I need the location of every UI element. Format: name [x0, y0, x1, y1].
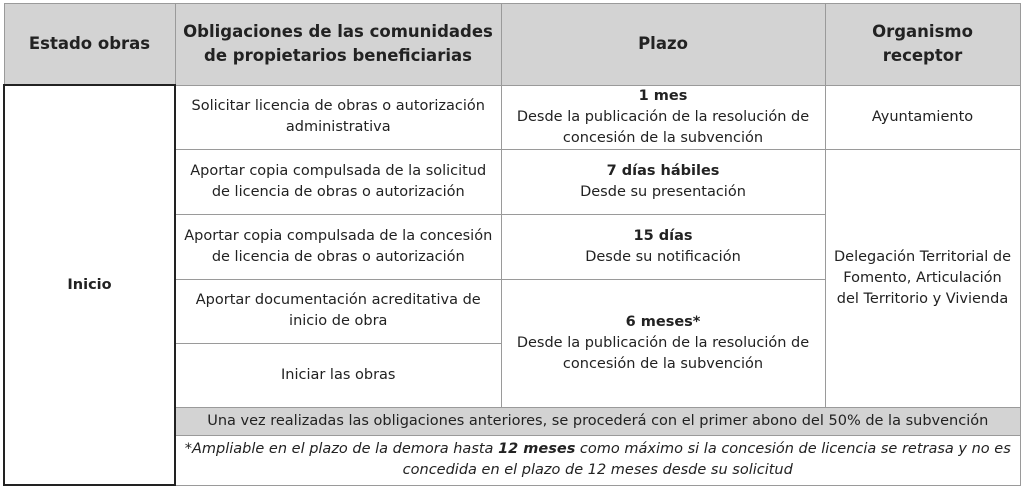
obligaciones-table	[3, 3, 1021, 486]
plazo-cell	[501, 279, 825, 407]
obligacion-line: Aportar copia compulsada de la solicitud	[190, 162, 487, 179]
plazo-duration: 6 meses*	[625, 313, 701, 330]
obligacion-cell	[175, 214, 501, 279]
header-estado: Estado obras	[4, 4, 175, 86]
organismo-cell	[825, 149, 1020, 407]
plazo-duration: 15 días	[633, 227, 693, 244]
organismo-line: del Territorio y Vivienda	[836, 290, 1009, 307]
abono-note: Una vez realizadas las obligaciones anteriores, se procederá con el primer abono del 50% de la subvención	[175, 407, 1020, 435]
obligacion-line: Solicitar licencia de obras o autorización	[191, 98, 485, 114]
obligacion-cell	[175, 149, 501, 214]
obligacion-line: Aportar copia compulsada de la concesión	[184, 227, 493, 244]
header-row	[4, 4, 1020, 86]
plazo-duration: 7 días hábiles	[606, 162, 720, 179]
obligacion-line: de licencia de obras o autorización	[211, 248, 465, 265]
plazo-line: Desde su presentación	[580, 183, 746, 200]
organismo-cell: Ayuntamiento	[825, 85, 1020, 149]
obligacion-line: inicio de obra	[289, 313, 388, 329]
header-organismo: Organismo receptor	[825, 4, 1020, 86]
header-obligaciones-line: Obligaciones de las comunidades	[183, 22, 493, 42]
header-obligaciones-line: de propietarios beneficiarias	[204, 46, 472, 66]
obligacion-line: administrativa	[285, 119, 391, 135]
plazo-duration: 1 mes	[638, 87, 688, 104]
plazo-line: Desde su notificación	[585, 248, 741, 265]
plazo-line: Desde la publicación de la resolución de	[516, 108, 810, 125]
plazo-cell	[501, 214, 825, 279]
plazo-line: Desde la publicación de la resolución de	[516, 334, 810, 351]
header-plazo: Plazo	[501, 4, 825, 86]
footnote-text: concedida en el plazo de 12 meses desde su solicitud	[402, 462, 793, 478]
organismo-line: Fomento, Articulación	[843, 269, 1002, 286]
organismo-line: Delegación Territorial de	[833, 248, 1011, 265]
obligacion-cell	[175, 85, 501, 149]
obligacion-line: Aportar documentación acreditativa de	[195, 292, 481, 308]
footnote	[175, 435, 1020, 485]
obligacion-line: de licencia de obras o autorización	[211, 183, 465, 200]
table-row	[4, 85, 1020, 149]
plazo-line: concesión de la subvención	[562, 129, 764, 146]
obligacion-cell: Iniciar las obras	[175, 343, 501, 407]
obligacion-cell	[175, 279, 501, 343]
estado-cell: Inicio	[4, 85, 175, 485]
header-obligaciones	[175, 4, 501, 86]
footnote-text: *Ampliable en el plazo de la demora hasta	[184, 441, 499, 457]
footnote-emphasis: 12 meses	[498, 441, 576, 457]
plazo-cell	[501, 149, 825, 214]
plazo-cell	[501, 85, 825, 149]
footnote-text: como máximo si la concesión de licencia se retrasa y no es	[575, 441, 1011, 457]
plazo-line: concesión de la subvención	[562, 355, 764, 372]
